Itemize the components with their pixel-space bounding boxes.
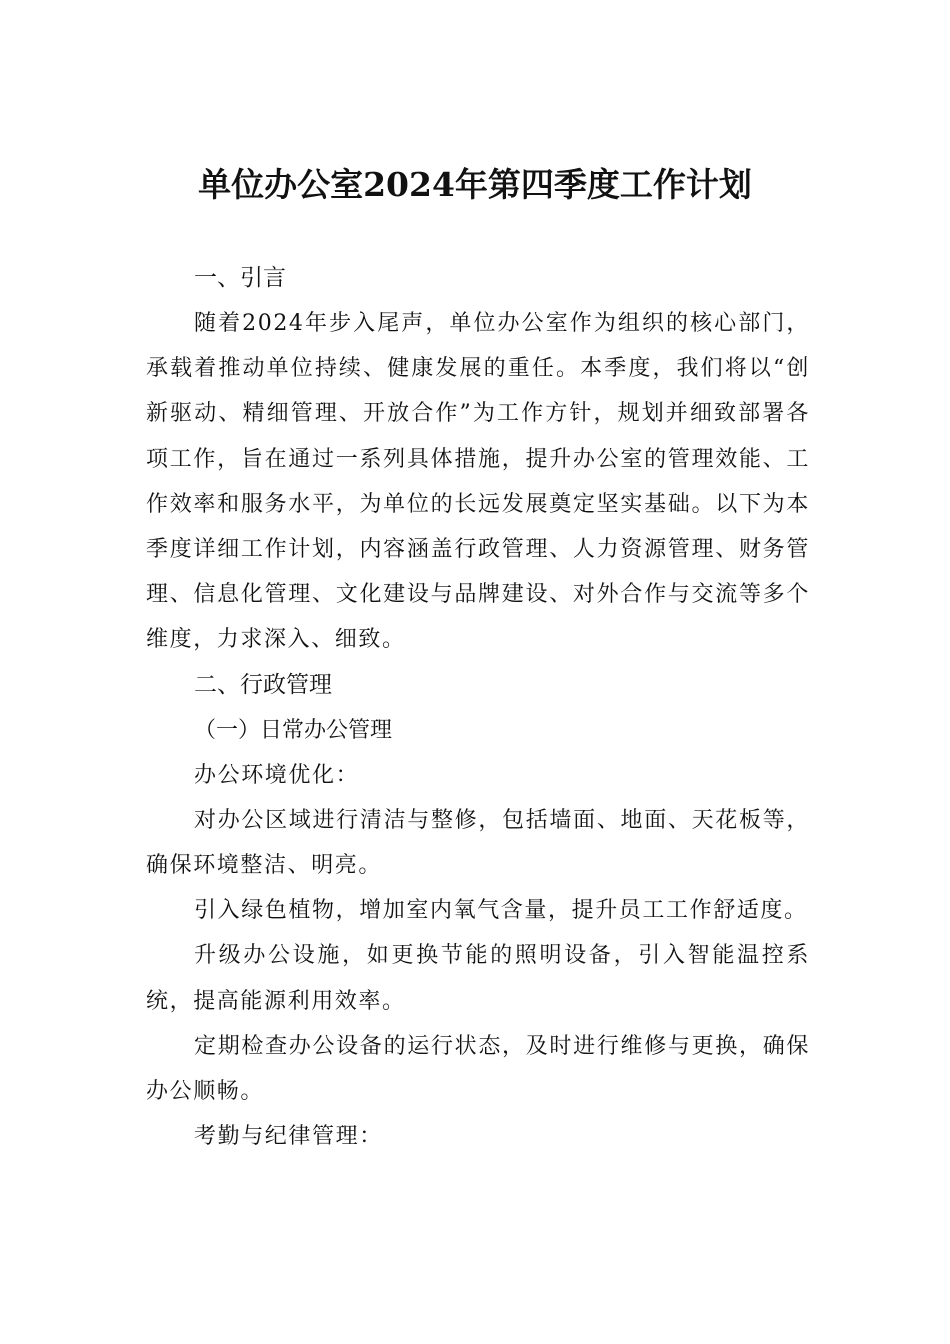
paragraph-cleaning: 对办公区域进行清洁与整修，包括墙面、地面、天花板等，确保环境整洁、明亮。 bbox=[146, 807, 810, 879]
paragraph-facilities: 升级办公设施，如更换节能的照明设备，引入智能温控系统，提高能源利用效率。 bbox=[146, 943, 810, 1014]
document-body bbox=[146, 256, 810, 1159]
section-heading-administration: 二、行政管理 bbox=[194, 671, 332, 698]
paragraph-equipment-check: 定期检查办公设备的运行状态，及时进行维修与更换，确保办公顺畅。 bbox=[146, 1033, 810, 1105]
intro-paragraph: 随着2024年步入尾声，单位办公室作为组织的核心部门，承载着推动单位持续、健康发展的重任。本季度，我们将以“创新驱动、精细管理、开放合作”为工作方针，规划并细致部署各项工作，旨在通过一系列具体措施，提升办公室的管理效能、工作效率和服务水平，为单位的长远发展奠定坚实基础。以下为本季度详细工作计划，内容涵盖行政管理、人力资源管理、财务管理、信息化管理、文化建设与品牌建设、对外合作与交流等多个维度，力求深入、细致。 bbox=[146, 311, 810, 653]
item-label-attendance: 考勤与纪律管理： bbox=[194, 1124, 383, 1150]
document-title: 单位办公室2024年第四季度工作计划 bbox=[198, 165, 752, 204]
section-heading-intro: 一、引言 bbox=[194, 265, 286, 291]
subsection-heading-daily-office: （一）日常办公管理 bbox=[194, 717, 393, 743]
paragraph-plants: 引入绿色植物，增加室内氧气含量，提升员工工作舒适度。 bbox=[194, 898, 808, 924]
item-label-environment: 办公环境优化： bbox=[194, 762, 360, 788]
